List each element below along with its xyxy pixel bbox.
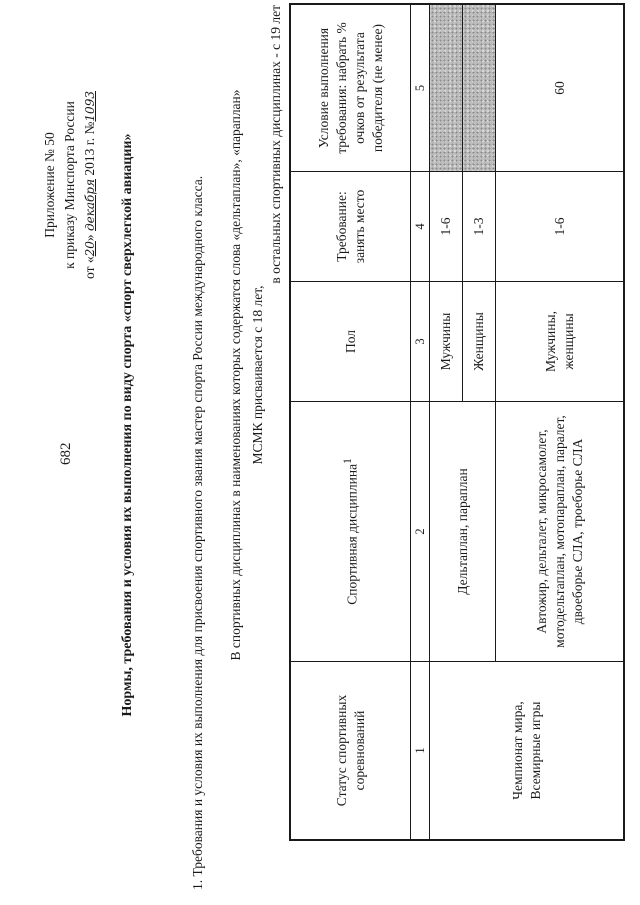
header-discipline: Спортивная дисциплина$^1$ — [291, 402, 411, 662]
cell-sex-both: Мужчины, женщины — [496, 282, 624, 402]
annex-order-number: 1093 — [83, 91, 97, 122]
annex-month: декабря — [83, 178, 97, 231]
table-header-row — [291, 5, 411, 840]
age-requirement-other: в остальных спортивных дисциплинах - с 19 лет — [268, 5, 283, 284]
annex-title: Приложение № 50 — [42, 132, 57, 238]
annex-day: 20 — [83, 241, 97, 257]
column-number: 3 — [411, 282, 430, 402]
cell-discipline-hang-para: Дельтаплан, параплан — [430, 402, 496, 662]
annex-block — [40, 55, 100, 315]
header-place: Требование: занять место — [291, 172, 411, 282]
cell-sex-men: Мужчины — [430, 282, 463, 402]
cell-condition-shaded — [463, 5, 496, 172]
header-status: Статус спортивных соревнований — [291, 662, 411, 840]
annex-date-line: от «20» декабря 2013 г. №1093 — [82, 91, 97, 279]
age-requirement-text: В спортивных дисциплинах в наименованиях которых содержатся слова «дельтаплан», «параплан» МСМК присваивается с 18 лет, — [228, 89, 265, 661]
header-sex: Пол — [291, 282, 411, 402]
document-title: Нормы, требования и условия их выполнения по виду спорта «спорт сверхлегкой авиации» — [120, 133, 135, 717]
page-number: 682 — [58, 442, 74, 465]
footnote-marker: 1 — [342, 458, 355, 464]
cell-condition-both: 60 — [496, 5, 624, 172]
cell-status: Чемпионат мира, Всемирные игры — [430, 662, 624, 840]
cell-place-women: 1-3 — [463, 172, 496, 282]
section-heading: 1. Требования и условия их выполнения для присвоения спортивного звания мастер спорта России международного класса. — [190, 175, 205, 890]
cell-place-both: 1-6 — [496, 172, 624, 282]
column-number: 4 — [411, 172, 430, 282]
annex-order-ref: к приказу Минспорта России — [62, 101, 77, 269]
cell-condition-shaded — [430, 5, 463, 172]
cell-place-men: 1-6 — [430, 172, 463, 282]
cell-sex-women: Женщины — [463, 282, 496, 402]
column-number-row — [411, 5, 430, 840]
table-row — [430, 5, 463, 840]
header-condition: Условие выполнения требования: набрать % очков от результата победителя (не менее) — [291, 5, 411, 172]
column-number: 2 — [411, 402, 430, 662]
column-number: 1 — [411, 662, 430, 840]
requirements-table — [290, 4, 624, 840]
cell-discipline-other: Автожир, дельталет, микросамолет, мотодельтаплан, мотопараплан, паралет, двоеборье СЛА, троеборье СЛА — [496, 402, 624, 662]
column-number: 5 — [411, 5, 430, 172]
